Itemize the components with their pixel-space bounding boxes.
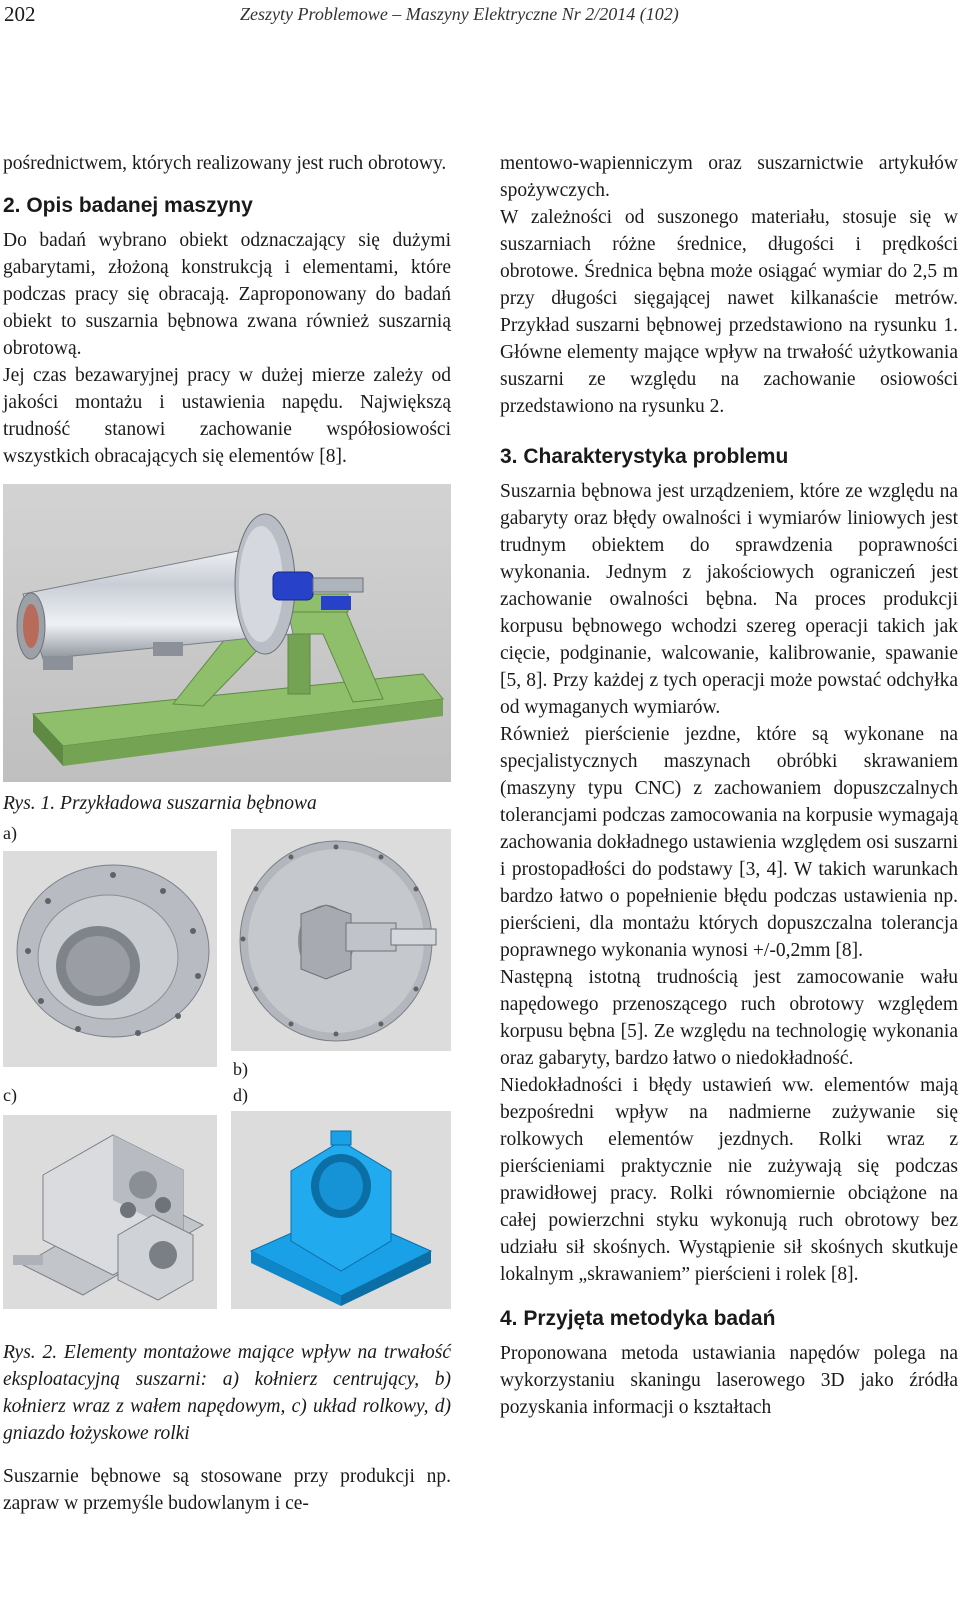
figure-1-caption: Rys. 1. Przykładowa suszarnia bębnowa: [3, 793, 317, 814]
label-b: b): [233, 1059, 248, 1079]
section-3-paragraph-3: Następną istotną trudnością jest zamocowanie wału napędowego przenoszącego ruch obrotowy względem korpusu bębna [5]. Ze względu na technologię wykonania oraz gabaryty, bardzo łatwo o niedokładność.: [500, 967, 958, 1069]
section-4-heading: 4. Przyjęta metodyka badań: [500, 1307, 776, 1330]
label-a: a): [3, 823, 17, 843]
section-3-paragraph-1: Suszarnia bębnowa jest urządzeniem, które ze względu na gabaryty oraz błędy owalności i wymiarów liniowych jest trudnym obiektem do sprawdzenia poprawności wykonania. Jednym z jakościowych ograniczeń jest zachowanie owalności bębna. Na proces produkcji korpusu bębnowego wchodzi szereg operacji takich jak cięcie, podginanie, walcowanie, kalibrowanie, spawanie [5, 8]. Przy każdej z tych operacji może powstać odchyłka od wymaganych wymiarów.: [500, 481, 958, 718]
section-4-paragraph-1: Proponowana metoda ustawiania napędów polega na wykorzystaniu skaningu laserowego 3D jako źródła pozyskania informacji o kształtach: [500, 1343, 958, 1418]
section-3-paragraph-4: Niedokładności i błędy ustawień ww. elementów mają bezpośredni wpływ na nadmierne zużywanie się rolkowych elementów jezdnych. Rolki wraz z pierścieniami praktycznie nie zużywają się podczas prawidłowej pracy. Rolki równomiernie obciążone na całej powierzchni styku wykonują ruch obrotowy bez udziału sił skośnych. Wystąpienie sił skośnych skutkuje lokalnym „skrawaniem” pierścieni i rolek [8].: [500, 1075, 958, 1285]
drum-dryer-illustration: [3, 484, 451, 782]
section-2-heading: 2. Opis badanej maszyny: [3, 194, 253, 217]
centering-flange-render: [3, 851, 217, 1067]
left-final-paragraph: Suszarnie bębnowe są stosowane przy produkcji np. zapraw w przemyśle budowlanym i ce-: [3, 1466, 451, 1514]
label-d: d): [233, 1085, 248, 1105]
section-3-heading: 3. Charakterystyka problemu: [500, 445, 789, 468]
figure-2-caption: Rys. 2. Elementy montażowe mające wpływ na trwałość eksploatacyjną suszarni: a) kołnierz centrujący, b) kołnierz wraz z wałem napędowym, c) układ rolkowy, d) gniazdo łożyskowe rolki: [3, 1342, 451, 1444]
left-column: [3, 150, 451, 1517]
section-2-paragraph-1: Do badań wybrano obiekt odznaczający się dużymi gabarytami, złożoną konstrukcją i elementami, które podczas pracy się obracają. Zaproponowany do badań obiekt to suszarnia bębnowa zwana również suszarnią obrotową.: [3, 230, 451, 359]
right-paragraph-1: mentowo-wapienniczym oraz suszarnictwie artykułów spożywczych.: [500, 153, 958, 201]
roller-assembly-render: [3, 1115, 217, 1309]
bearing-housing-render: [231, 1111, 451, 1309]
intro-paragraph: pośrednictwem, których realizowany jest ruch obrotowy.: [3, 153, 447, 174]
page-header: [0, 2, 960, 32]
section-2-paragraph-2: Jej czas bezawaryjnej pracy w dużej mierze zależy od jakości montażu i ustawienia napędu. Największą trudność stanowi zachowanie współosiowości wszystkich obracających się elementów [8].: [3, 365, 451, 467]
section-3-paragraph-2: Również pierścienie jezdne, które są wykonane na specjalistycznych maszynach obróbki skrawaniem (maszyny typu CNC) z zachowaniem dopuszczalnych tolerancjami podczas zamocowania na korpusie wymagają zachowania dokładnego ustawienia względem osi suszarni i prostopadłości do podstawy [3, 4]. W takich warunkach bardzo łatwo o popełnienie błędu podczas ustawienia np. pierścieni, dla montażu których dopuszczalna tolerancja poprawnego wykonania wynosi +/-0,2mm [8].: [500, 724, 958, 961]
page-number: 202: [4, 2, 36, 26]
flange-with-shaft-render: [231, 829, 451, 1051]
running-head: Zeszyty Problemowe – Maszyny Elektryczne Nr 2/2014 (102): [240, 4, 679, 24]
right-paragraph-2: W zależności od suszonego materiału, stosuje się w suszarniach różne średnice, długości i prędkości obrotowe. Średnica bębna może osiągać wymiar do 2,5 m przy długości sięgającej nawet kilkanaście metrów. Przykład suszarni bębnowej przedstawiono na rysunku 1. Główne elementy mające wpływ na trwałość użytkowania suszarni ze względu na zachowanie osiowości przedstawiono na rysunku 2.: [500, 207, 958, 417]
right-column: [500, 150, 958, 1421]
figure-2-components: [3, 823, 451, 1331]
figure-1-dryer-render: [3, 484, 451, 782]
label-c: c): [3, 1085, 17, 1105]
